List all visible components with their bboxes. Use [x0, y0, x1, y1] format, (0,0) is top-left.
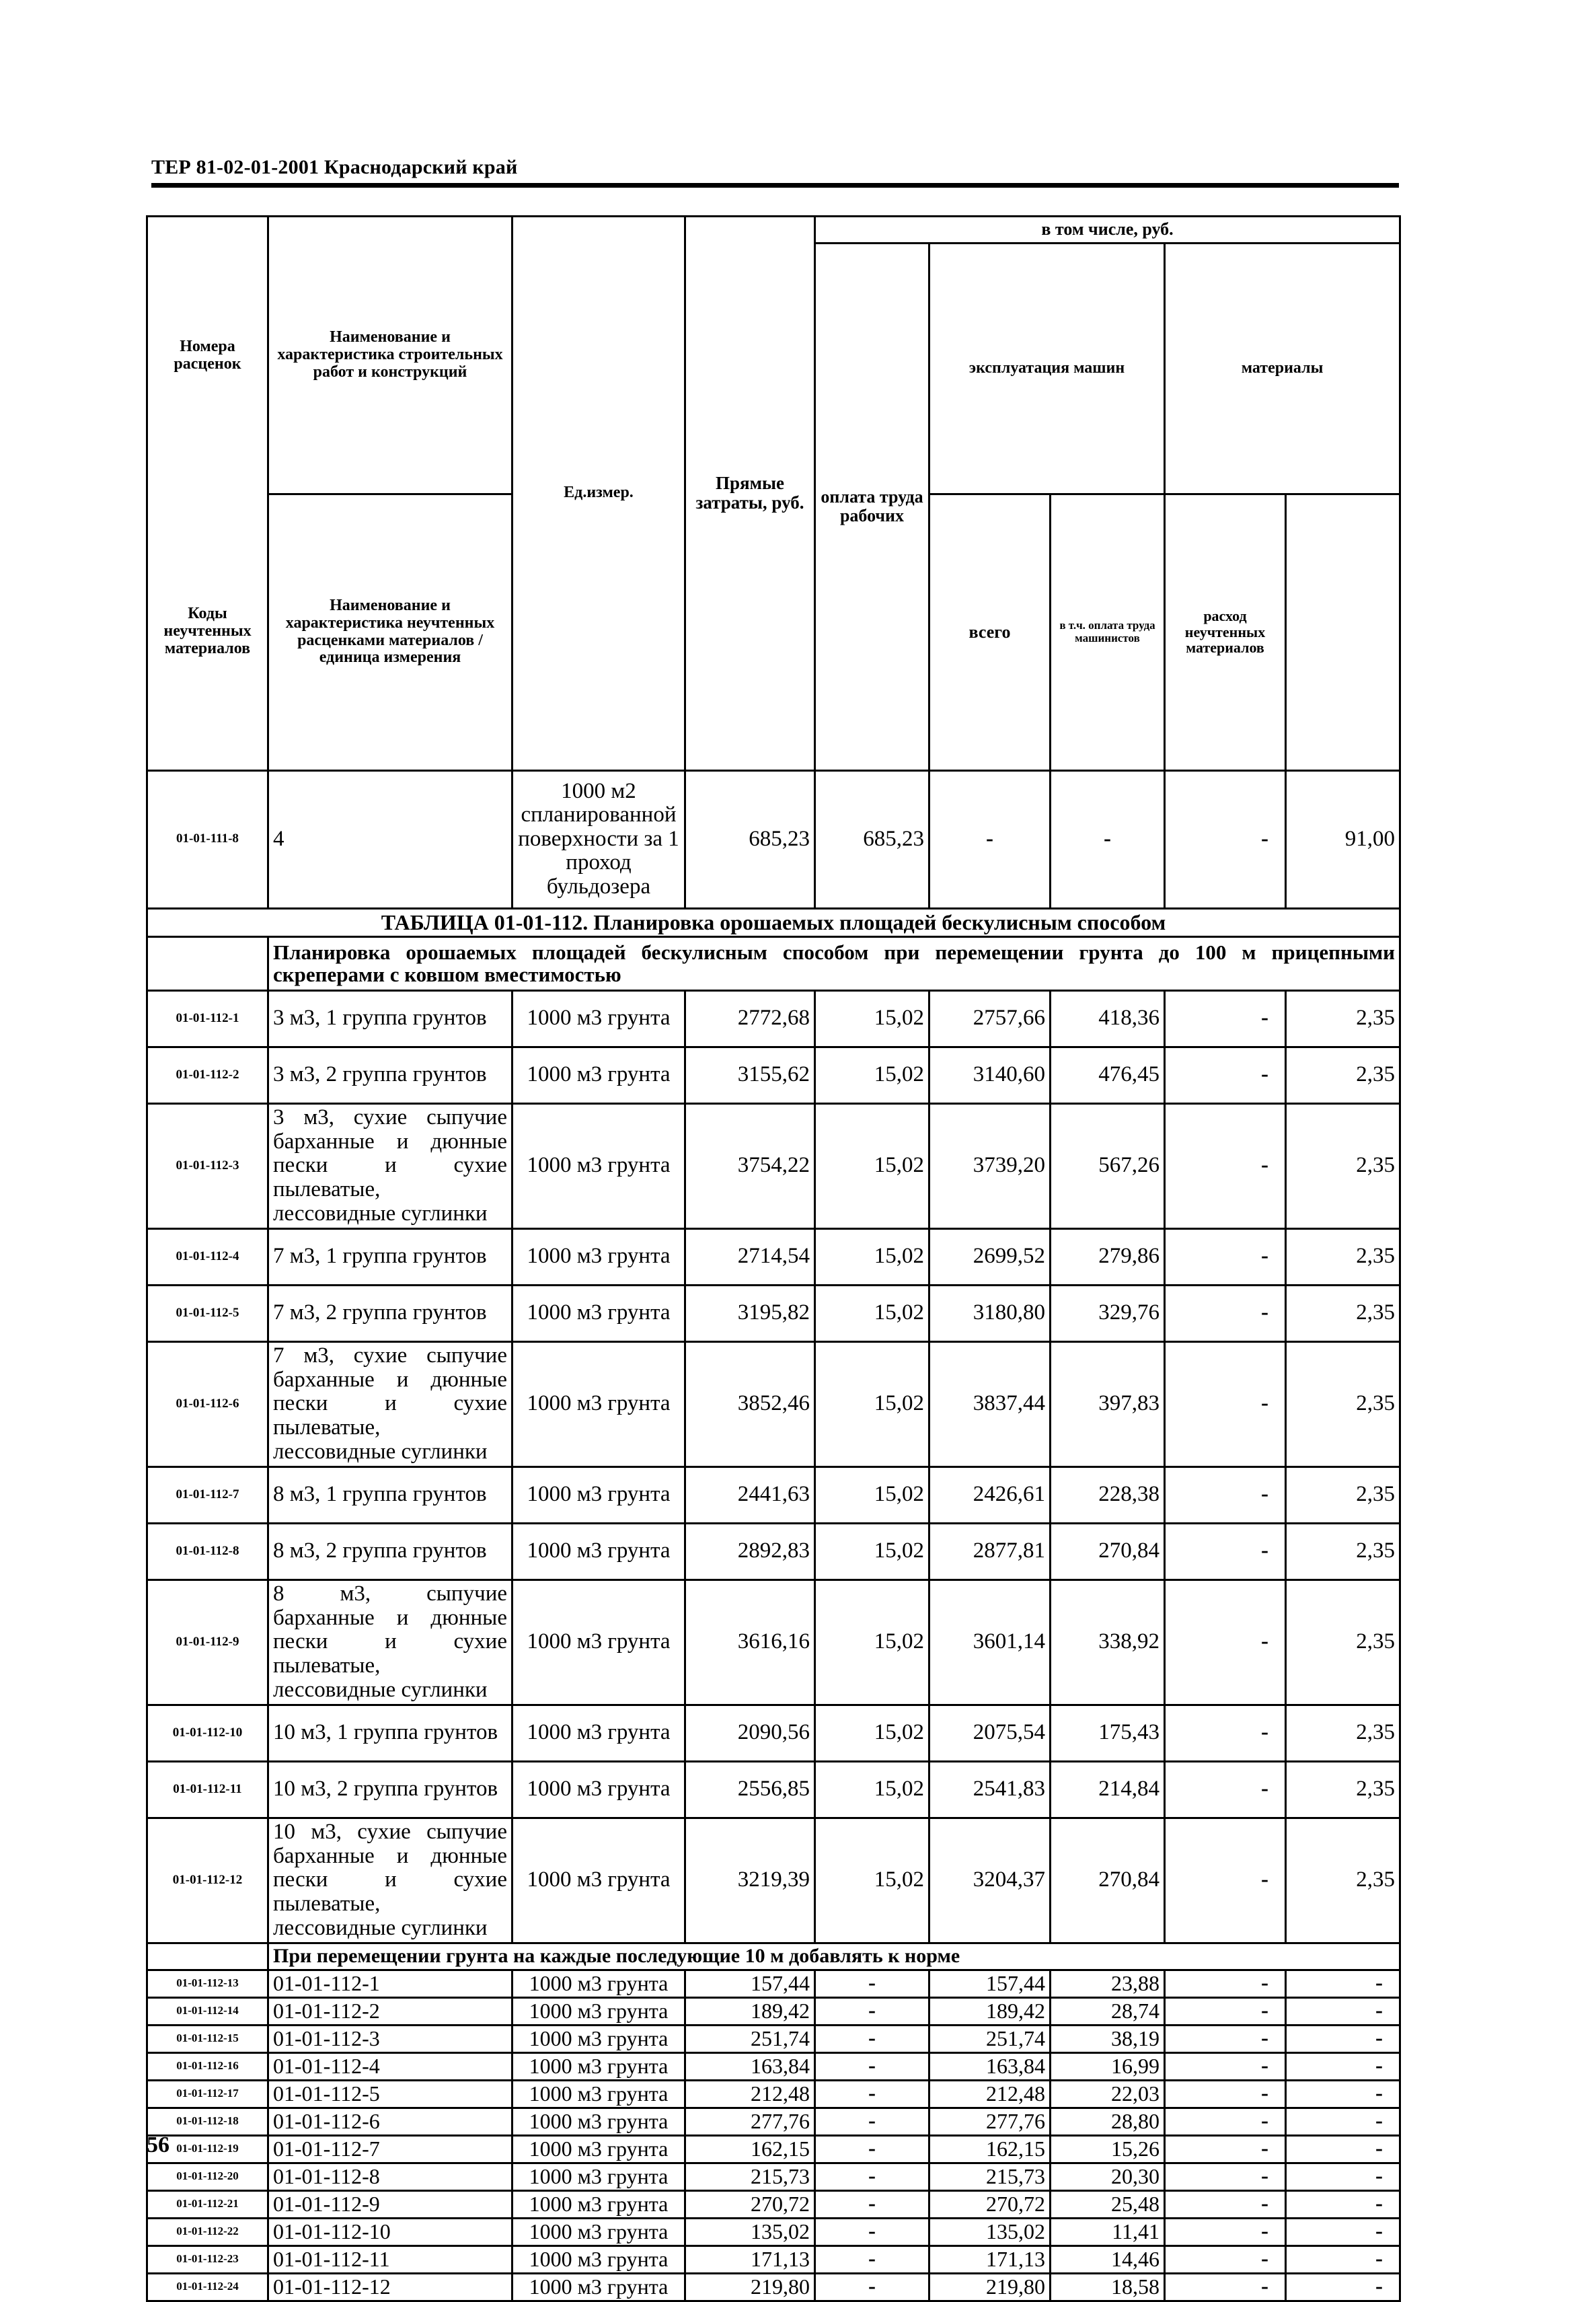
table-row: [147, 2135, 1400, 2163]
rate-direct: 3195,82: [685, 1285, 815, 1341]
rate-direct: 212,48: [685, 2080, 815, 2108]
rate-machines-wages: 279,86: [1051, 1228, 1165, 1285]
rate-name: 01-01-112-5: [268, 2080, 512, 2108]
rate-wages: -: [815, 2135, 929, 2163]
rate-wages: 15,02: [815, 1341, 929, 1466]
subsection-title: При перемещении грунта на каждые последующие 10 м добавлять к норме: [268, 1943, 1400, 1970]
rate-materials: -: [1165, 1047, 1286, 1103]
rate-machines-wages: 14,46: [1051, 2245, 1165, 2273]
rate-name: 3 м3, 1 группа грунтов: [268, 990, 512, 1047]
rate-direct: 270,72: [685, 2190, 815, 2218]
rate-materials: -: [1165, 2080, 1286, 2108]
table-row: [147, 1818, 1400, 1943]
rate-unit: 1000 м3 грунта: [512, 1580, 685, 1705]
rate-code: 01-01-112-8: [147, 1523, 268, 1580]
rate-code: 01-01-112-15: [147, 2025, 268, 2052]
rate-direct: 277,76: [685, 2108, 815, 2135]
table-row: [147, 1103, 1400, 1228]
rate-code: 01-01-112-2: [147, 1047, 268, 1103]
rate-labor: 2,35: [1286, 1705, 1400, 1761]
rate-unit: 1000 м3 грунта: [512, 1285, 685, 1341]
rate-materials: -: [1165, 770, 1286, 908]
rate-direct: 3754,22: [685, 1103, 815, 1228]
rate-machines-wages: 20,30: [1051, 2163, 1165, 2190]
rate-labor: 2,35: [1286, 1285, 1400, 1341]
page-number: 56: [147, 2132, 169, 2157]
rate-code: 01-01-112-1: [147, 990, 268, 1047]
rate-materials: -: [1165, 2218, 1286, 2245]
rate-unit: 1000 м3 грунта: [512, 1466, 685, 1523]
rate-machines-total: 219,80: [929, 2273, 1051, 2301]
table-row: [147, 2108, 1400, 2135]
rate-labor: 2,35: [1286, 1341, 1400, 1466]
rate-name: 8 м3, сыпучие барханные и дюнные пески и сухие пылеватые, лессовидные суглинки: [268, 1580, 512, 1705]
rate-machines-wages: 397,83: [1051, 1341, 1165, 1466]
rate-unit: 1000 м3 грунта: [512, 2135, 685, 2163]
rate-machines-total: 277,76: [929, 2108, 1051, 2135]
header-materials-unaccounted: расход неучтенных материалов: [1165, 494, 1286, 770]
header-materials: материалы: [1165, 244, 1400, 494]
rate-direct: 162,15: [685, 2135, 815, 2163]
rate-labor: 2,35: [1286, 1047, 1400, 1103]
rate-code: 01-01-112-10: [147, 1705, 268, 1761]
rate-materials: -: [1165, 2245, 1286, 2273]
table-row: [147, 1228, 1400, 1285]
rate-wages: 15,02: [815, 1285, 929, 1341]
header-col-works: Наименование и характеристика строительных работ и конструкций: [268, 217, 512, 494]
rate-wages: -: [815, 2052, 929, 2080]
rate-direct: 2556,85: [685, 1761, 815, 1818]
rate-labor: -: [1286, 2135, 1400, 2163]
table-row: [147, 1761, 1400, 1818]
rate-machines-wages: 38,19: [1051, 2025, 1165, 2052]
rate-labor: -: [1286, 2273, 1400, 2301]
rate-machines-total: 3180,80: [929, 1285, 1051, 1341]
rate-machines-wages: 28,74: [1051, 1997, 1165, 2025]
rate-unit: 1000 м3 грунта: [512, 1761, 685, 1818]
rate-machines-total: 2541,83: [929, 1761, 1051, 1818]
rate-code: 01-01-112-11: [147, 1761, 268, 1818]
rate-name: 7 м3, сухие сыпучие барханные и дюнные пески и сухие пылеватые, лессовидные суглинки: [268, 1341, 512, 1466]
rate-name: 01-01-112-7: [268, 2135, 512, 2163]
rate-unit: 1000 м3 грунта: [512, 2163, 685, 2190]
rate-materials: -: [1165, 1341, 1286, 1466]
rate-unit: 1000 м3 грунта: [512, 1228, 685, 1285]
rate-name: 01-01-112-2: [268, 1997, 512, 2025]
rate-wages: 15,02: [815, 1580, 929, 1705]
rate-labor: -: [1286, 2025, 1400, 2052]
empty-cell: [147, 936, 268, 990]
rate-labor: -: [1286, 1997, 1400, 2025]
rate-machines-total: 2757,66: [929, 990, 1051, 1047]
rate-wages: 15,02: [815, 1818, 929, 1943]
rate-wages: 15,02: [815, 990, 929, 1047]
rate-wages: -: [815, 2245, 929, 2273]
rate-labor: -: [1286, 1970, 1400, 1997]
rate-machines-total: 3140,60: [929, 1047, 1051, 1103]
header-including: в том числе, руб.: [815, 217, 1400, 244]
header-col-unaccounted-materials: Наименование и характеристика неучтенных расценками материалов / единица измерения: [268, 494, 512, 770]
rate-labor: 2,35: [1286, 1761, 1400, 1818]
rate-machines-wages: 270,84: [1051, 1818, 1165, 1943]
header-col-unit: Ед.измер.: [512, 217, 685, 771]
rate-labor: 2,35: [1286, 1103, 1400, 1228]
rate-materials: -: [1165, 1466, 1286, 1523]
rate-wages: -: [815, 1970, 929, 1997]
rate-wages: -: [815, 2218, 929, 2245]
rate-machines-total: 3837,44: [929, 1341, 1051, 1466]
rate-name: 01-01-112-6: [268, 2108, 512, 2135]
rate-code: 01-01-112-21: [147, 2190, 268, 2218]
page-header: ТЕР 81-02-01-2001 Краснодарский край: [151, 156, 518, 178]
rate-direct: 3155,62: [685, 1047, 815, 1103]
rate-name: 4: [268, 770, 512, 908]
rate-wages: 15,02: [815, 1705, 929, 1761]
rate-labor: 2,35: [1286, 1580, 1400, 1705]
rate-code: 01-01-112-18: [147, 2108, 268, 2135]
section-title: Планировка орошаемых площадей бескулисным способом при перемещении грунта до 100 м прицепными скреперами с ковшом вместимостью: [268, 936, 1400, 990]
rate-name: 10 м3, сухие сыпучие барханные и дюнные пески и сухие пылеватые, лессовидные суглинки: [268, 1818, 512, 1943]
rate-unit: 1000 м2 спланированной поверхности за 1 проход бульдозера: [512, 770, 685, 908]
table-row: [147, 2080, 1400, 2108]
rate-code: 01-01-112-22: [147, 2218, 268, 2245]
rate-labor: -: [1286, 2245, 1400, 2273]
header-col-unaccounted-codes: Коды неучтенных материалов: [147, 494, 268, 770]
rate-materials: -: [1165, 1818, 1286, 1943]
rate-machines-total: 157,44: [929, 1970, 1051, 1997]
table-row: [147, 1523, 1400, 1580]
rate-labor: -: [1286, 2190, 1400, 2218]
rate-name: 8 м3, 2 группа грунтов: [268, 1523, 512, 1580]
rate-machines-wages: 228,38: [1051, 1466, 1165, 1523]
rate-machines-total: 215,73: [929, 2163, 1051, 2190]
rate-code: 01-01-112-24: [147, 2273, 268, 2301]
rate-materials: -: [1165, 1997, 1286, 2025]
rate-direct: 3852,46: [685, 1341, 815, 1466]
rate-materials: -: [1165, 2108, 1286, 2135]
rate-labor: -: [1286, 2218, 1400, 2245]
rate-code: 01-01-112-4: [147, 1228, 268, 1285]
rate-labor: -: [1286, 2163, 1400, 2190]
table-row: [147, 2218, 1400, 2245]
empty-cell: [147, 1943, 268, 1970]
rate-name: 7 м3, 1 группа грунтов: [268, 1228, 512, 1285]
rate-unit: 1000 м3 грунта: [512, 1705, 685, 1761]
rate-code: 01-01-112-6: [147, 1341, 268, 1466]
rate-wages: 15,02: [815, 1466, 929, 1523]
rate-unit: 1000 м3 грунта: [512, 2052, 685, 2080]
rate-machines-total: -: [929, 770, 1051, 908]
table-row: [147, 770, 1400, 908]
rate-materials: -: [1165, 1705, 1286, 1761]
rate-direct: 135,02: [685, 2218, 815, 2245]
table-row: [147, 1705, 1400, 1761]
rate-direct: 2892,83: [685, 1523, 815, 1580]
header-col-wages: оплата труда рабочих: [815, 244, 929, 771]
rate-materials: -: [1165, 1580, 1286, 1705]
header-machines-total: всего: [929, 494, 1051, 770]
rate-code: 01-01-112-12: [147, 1818, 268, 1943]
rate-wages: 15,02: [815, 1523, 929, 1580]
rate-unit: 1000 м3 грунта: [512, 1341, 685, 1466]
rate-direct: 2772,68: [685, 990, 815, 1047]
rate-machines-wages: 18,58: [1051, 2273, 1165, 2301]
rate-name: 01-01-112-1: [268, 1970, 512, 1997]
rate-wages: 15,02: [815, 1103, 929, 1228]
table-row: [147, 2273, 1400, 2301]
rate-direct: 3219,39: [685, 1818, 815, 1943]
rate-unit: 1000 м3 грунта: [512, 990, 685, 1047]
table-row: [147, 2190, 1400, 2218]
table-row: [147, 2245, 1400, 2273]
rate-materials: -: [1165, 1761, 1286, 1818]
rate-machines-total: 270,72: [929, 2190, 1051, 2218]
rate-unit: 1000 м3 грунта: [512, 1523, 685, 1580]
rate-machines-wages: 338,92: [1051, 1580, 1165, 1705]
rate-materials: -: [1165, 1103, 1286, 1228]
rate-labor: 2,35: [1286, 1818, 1400, 1943]
rate-materials: -: [1165, 1970, 1286, 1997]
rate-machines-wages: 23,88: [1051, 1970, 1165, 1997]
rate-labor: 91,00: [1286, 770, 1400, 908]
rate-name: 7 м3, 2 группа грунтов: [268, 1285, 512, 1341]
rate-machines-total: 2699,52: [929, 1228, 1051, 1285]
rate-machines-total: 135,02: [929, 2218, 1051, 2245]
rate-wages: -: [815, 2190, 929, 2218]
rate-materials: -: [1165, 1228, 1286, 1285]
rate-labor: -: [1286, 2052, 1400, 2080]
rate-name: 01-01-112-8: [268, 2163, 512, 2190]
header-machines-wages: в т.ч. оплата труда машинистов: [1051, 494, 1165, 770]
rate-machines-wages: 214,84: [1051, 1761, 1165, 1818]
rate-name: 3 м3, 2 группа грунтов: [268, 1047, 512, 1103]
rate-unit: 1000 м3 грунта: [512, 2108, 685, 2135]
rate-wages: -: [815, 1997, 929, 2025]
rate-wages: -: [815, 2080, 929, 2108]
rate-unit: 1000 м3 грунта: [512, 2190, 685, 2218]
rate-wages: -: [815, 2025, 929, 2052]
rate-direct: 171,13: [685, 2245, 815, 2273]
rate-direct: 163,84: [685, 2052, 815, 2080]
rate-machines-total: 3601,14: [929, 1580, 1051, 1705]
rate-direct: 157,44: [685, 1970, 815, 1997]
rate-unit: 1000 м3 грунта: [512, 2245, 685, 2273]
rate-direct: 2441,63: [685, 1466, 815, 1523]
rate-code: 01-01-112-9: [147, 1580, 268, 1705]
rate-materials: -: [1165, 2273, 1286, 2301]
rate-name: 8 м3, 1 группа грунтов: [268, 1466, 512, 1523]
table-title: ТАБЛИЦА 01-01-112. Планировка орошаемых площадей бескулисным способом: [147, 908, 1400, 936]
rate-labor: 2,35: [1286, 1228, 1400, 1285]
header-rule: [151, 183, 1399, 188]
rate-name: 01-01-112-9: [268, 2190, 512, 2218]
rate-machines-total: 162,15: [929, 2135, 1051, 2163]
rate-wages: 15,02: [815, 1228, 929, 1285]
rate-code: 01-01-112-5: [147, 1285, 268, 1341]
header-machines: эксплуатация машин: [929, 244, 1165, 494]
rate-unit: 1000 м3 грунта: [512, 1047, 685, 1103]
rate-name: 10 м3, 1 группа грунтов: [268, 1705, 512, 1761]
rate-name: 10 м3, 2 группа грунтов: [268, 1761, 512, 1818]
table-row: [147, 990, 1400, 1047]
rate-machines-total: 3739,20: [929, 1103, 1051, 1228]
rate-unit: 1000 м3 грунта: [512, 1997, 685, 2025]
rate-unit: 1000 м3 грунта: [512, 2218, 685, 2245]
table-row: [147, 1970, 1400, 1997]
table-row: [147, 2025, 1400, 2052]
rate-labor: 2,35: [1286, 1466, 1400, 1523]
rate-name: 01-01-112-10: [268, 2218, 512, 2245]
rate-code: 01-01-112-16: [147, 2052, 268, 2080]
rate-code: 01-01-112-3: [147, 1103, 268, 1228]
rate-name: 01-01-112-11: [268, 2245, 512, 2273]
rate-wages: 685,23: [815, 770, 929, 908]
rate-labor: 2,35: [1286, 1523, 1400, 1580]
rate-name: 01-01-112-4: [268, 2052, 512, 2080]
rate-machines-wages: 15,26: [1051, 2135, 1165, 2163]
rate-materials: -: [1165, 1523, 1286, 1580]
rate-machines-wages: 16,99: [1051, 2052, 1165, 2080]
rate-machines-wages: 476,45: [1051, 1047, 1165, 1103]
header-col-codes: Номера расценок: [147, 217, 268, 494]
rate-wages: -: [815, 2273, 929, 2301]
rate-materials: -: [1165, 1285, 1286, 1341]
rate-machines-wages: 567,26: [1051, 1103, 1165, 1228]
rate-machines-wages: 25,48: [1051, 2190, 1165, 2218]
rate-materials: -: [1165, 2190, 1286, 2218]
rate-unit: 1000 м3 грунта: [512, 2025, 685, 2052]
rates-table: [146, 215, 1401, 2302]
rate-machines-total: 2877,81: [929, 1523, 1051, 1580]
rate-materials: -: [1165, 2052, 1286, 2080]
rate-code: 01-01-112-7: [147, 1466, 268, 1523]
rate-unit: 1000 м3 грунта: [512, 2080, 685, 2108]
rate-machines-wages: 22,03: [1051, 2080, 1165, 2108]
rate-unit: 1000 м3 грунта: [512, 2273, 685, 2301]
rate-code: 01-01-112-13: [147, 1970, 268, 1997]
table-row: [147, 2163, 1400, 2190]
rate-wages: -: [815, 2108, 929, 2135]
rate-unit: 1000 м3 грунта: [512, 1970, 685, 1997]
rate-wages: 15,02: [815, 1761, 929, 1818]
rate-direct: 685,23: [685, 770, 815, 908]
table-row: [147, 1580, 1400, 1705]
rate-direct: 3616,16: [685, 1580, 815, 1705]
rate-code: 01-01-112-23: [147, 2245, 268, 2273]
rate-name: 01-01-112-12: [268, 2273, 512, 2301]
rate-materials: -: [1165, 990, 1286, 1047]
rate-labor: -: [1286, 2080, 1400, 2108]
rate-materials: -: [1165, 2135, 1286, 2163]
header-col-direct: Прямые затраты, руб.: [685, 217, 815, 771]
rate-materials: -: [1165, 2163, 1286, 2190]
rate-machines-wages: 418,36: [1051, 990, 1165, 1047]
rate-machines-wages: -: [1051, 770, 1165, 908]
rate-direct: 189,42: [685, 1997, 815, 2025]
rate-machines-wages: 329,76: [1051, 1285, 1165, 1341]
rate-machines-wages: 175,43: [1051, 1705, 1165, 1761]
rate-code: 01-01-111-8: [147, 770, 268, 908]
rate-name: 01-01-112-3: [268, 2025, 512, 2052]
rate-name: 3 м3, сухие сыпучие барханные и дюнные пески и сухие пылеватые, лессовидные суглинки: [268, 1103, 512, 1228]
rate-code: 01-01-112-14: [147, 1997, 268, 2025]
rate-direct: 215,73: [685, 2163, 815, 2190]
rate-unit: 1000 м3 грунта: [512, 1818, 685, 1943]
rate-machines-total: 2075,54: [929, 1705, 1051, 1761]
rate-machines-total: 163,84: [929, 2052, 1051, 2080]
rate-machines-total: 171,13: [929, 2245, 1051, 2273]
rate-wages: -: [815, 2163, 929, 2190]
rate-machines-total: 2426,61: [929, 1466, 1051, 1523]
rate-machines-total: 251,74: [929, 2025, 1051, 2052]
table-row: [147, 1466, 1400, 1523]
rate-unit: 1000 м3 грунта: [512, 1103, 685, 1228]
rate-machines-total: 189,42: [929, 1997, 1051, 2025]
rate-code: 01-01-112-20: [147, 2163, 268, 2190]
table-row: [147, 1341, 1400, 1466]
rate-labor: 2,35: [1286, 990, 1400, 1047]
rate-machines-wages: 11,41: [1051, 2218, 1165, 2245]
rate-wages: 15,02: [815, 1047, 929, 1103]
rate-code: 01-01-112-19: [147, 2135, 268, 2163]
rate-direct: 2090,56: [685, 1705, 815, 1761]
table-row: [147, 1997, 1400, 2025]
rate-direct: 219,80: [685, 2273, 815, 2301]
rate-direct: 251,74: [685, 2025, 815, 2052]
rate-machines-wages: 270,84: [1051, 1523, 1165, 1580]
rate-labor: -: [1286, 2108, 1400, 2135]
rate-machines-total: 212,48: [929, 2080, 1051, 2108]
rate-machines-total: 3204,37: [929, 1818, 1051, 1943]
table-row: [147, 1047, 1400, 1103]
rate-code: 01-01-112-17: [147, 2080, 268, 2108]
table-row: [147, 2052, 1400, 2080]
table-row: [147, 1285, 1400, 1341]
rate-materials: -: [1165, 2025, 1286, 2052]
rate-machines-wages: 28,80: [1051, 2108, 1165, 2135]
rate-direct: 2714,54: [685, 1228, 815, 1285]
